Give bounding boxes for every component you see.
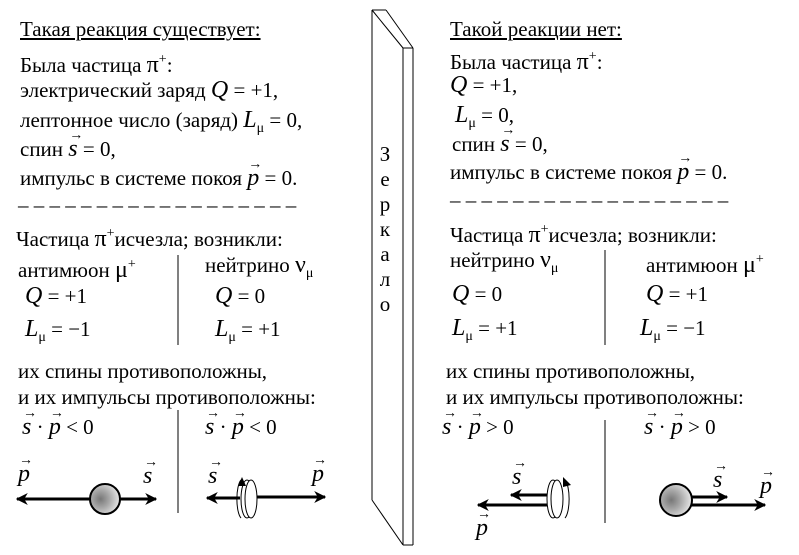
text-segment: < 0: [60, 415, 94, 439]
text-segment: = 0: [469, 282, 503, 306]
text-segment: и их импульсы противоположны:: [446, 385, 744, 409]
text-segment: = +1: [42, 284, 88, 308]
mirror-letter: к: [379, 217, 391, 241]
math-segment: μ: [742, 252, 756, 278]
text-segment: ·: [451, 415, 469, 439]
math-segment: → s: [442, 415, 451, 439]
text-segment: = +1,: [467, 73, 518, 97]
text-segment: = 0: [232, 284, 266, 308]
math-segment: L: [640, 315, 654, 341]
p-vector-label: → p: [18, 462, 30, 486]
math-segment: μ: [305, 266, 314, 281]
p-vector-label: → p: [760, 474, 772, 498]
text-segment: их спины противоположны,: [446, 359, 696, 383]
text-segment: нейтрино: [450, 248, 540, 272]
text-segment: = +1: [472, 316, 518, 340]
p-label: [312, 462, 324, 486]
text-segment: – – – – – – – – – – – – – – – – – –: [18, 193, 297, 217]
text-segment: Была частица: [20, 53, 147, 77]
s-vector-label: → s: [208, 464, 217, 488]
text-segment: = 0.: [259, 166, 298, 190]
math-segment: μ: [256, 121, 265, 136]
math-segment: → p: [232, 415, 244, 439]
text-segment: антимюон: [646, 253, 743, 277]
text-segment: = +1: [235, 317, 281, 341]
math-segment: ν: [539, 247, 551, 273]
mirror-letter: З: [379, 142, 391, 166]
text-segment: = 0,: [509, 132, 548, 156]
text-segment: > 0: [480, 415, 514, 439]
text-segment: = −1: [45, 317, 91, 341]
math-segment: π: [528, 222, 541, 248]
s-label: [143, 464, 152, 488]
s-label: [713, 468, 722, 492]
text-segment: :: [596, 50, 603, 74]
math-segment: → s: [22, 415, 31, 439]
math-segment: μ: [468, 116, 476, 131]
mirror-letter: р: [379, 192, 391, 216]
text-segment: = +1,: [228, 78, 279, 102]
math-segment: Q: [215, 283, 233, 309]
text-segment: антимюон: [18, 258, 115, 282]
math-segment: +: [127, 257, 136, 272]
math-segment: Q: [450, 72, 468, 98]
math-segment: +: [588, 49, 597, 64]
math-segment: → p: [469, 415, 481, 439]
antimuon-ball: [90, 484, 120, 514]
text-segment: Такой реакции нет:: [450, 17, 622, 41]
text-segment: – – – – – – – – – – – – – – – – – –: [450, 188, 729, 212]
math-segment: π: [576, 49, 589, 75]
math-segment: +: [106, 226, 115, 241]
math-segment: L: [455, 102, 469, 128]
math-segment: Q: [210, 77, 229, 103]
text-segment: ·: [31, 415, 49, 439]
math-segment: μ: [465, 329, 473, 344]
text-segment: < 0: [243, 415, 277, 439]
text-segment: импульс в системе покоя: [450, 160, 678, 184]
text-segment: Была частица: [450, 50, 577, 74]
math-segment: L: [215, 316, 229, 342]
math-segment: → p: [49, 415, 61, 439]
text-segment: = 0,: [264, 108, 303, 132]
math-segment: → p: [671, 415, 683, 439]
s-label: [208, 464, 217, 488]
rotation-arrow-icon: [563, 477, 571, 487]
math-segment: μ: [653, 329, 661, 344]
math-segment: μ: [550, 261, 559, 276]
math-segment: π: [94, 226, 107, 252]
math-segment: μ: [228, 330, 236, 345]
s-vector-label: → s: [713, 468, 722, 492]
text-segment: нейтрино: [205, 253, 295, 277]
p-label: [18, 462, 30, 486]
p-label: [476, 516, 488, 540]
math-segment: L: [25, 316, 39, 342]
math-segment: L: [452, 315, 466, 341]
p-label: [760, 474, 772, 498]
text-segment: > 0: [682, 415, 716, 439]
mirror: [372, 10, 413, 545]
text-segment: = −1: [660, 316, 706, 340]
s-vector-label: → s: [143, 464, 152, 488]
text-segment: лептонное число (заряд): [20, 108, 244, 132]
math-segment: +: [755, 252, 764, 267]
text-segment: Частица: [450, 223, 529, 247]
mirror-letter: а: [380, 242, 390, 266]
math-segment: +: [540, 222, 549, 237]
text-segment: ·: [214, 415, 232, 439]
antimuon-ball: [660, 484, 692, 516]
s-vector-label: → s: [512, 465, 521, 489]
mirror-letter: е: [380, 167, 390, 191]
p-vector-label: → p: [312, 462, 324, 486]
math-segment: Q: [25, 283, 43, 309]
math-segment: μ: [114, 257, 128, 283]
math-segment: → s: [205, 415, 214, 439]
text-segment: спин: [20, 137, 69, 161]
text-segment: = 0,: [77, 137, 116, 161]
text-segment: исчезла; возникли:: [548, 223, 717, 247]
math-segment: +: [158, 52, 167, 67]
p-vector-label: → p: [476, 516, 488, 540]
math-segment: → p: [247, 166, 259, 190]
mirror-letter: л: [379, 267, 391, 291]
math-segment: → s: [68, 137, 77, 161]
text-segment: и их импульсы противоположны:: [18, 385, 316, 409]
math-segment: ν: [294, 252, 306, 278]
text-segment: = 0.: [689, 160, 728, 184]
math-segment: → s: [500, 132, 509, 156]
math-segment: L: [243, 107, 257, 133]
text-segment: Частица: [16, 227, 95, 251]
math-segment: π: [146, 52, 159, 78]
text-segment: = +1: [663, 282, 709, 306]
math-segment: Q: [452, 281, 470, 307]
text-segment: ·: [653, 415, 671, 439]
text-segment: = 0,: [475, 103, 514, 127]
text-segment: :: [166, 53, 173, 77]
math-segment: Q: [646, 281, 664, 307]
math-segment: → p: [677, 160, 689, 184]
math-segment: μ: [38, 330, 46, 345]
text-segment: импульс в системе покоя: [20, 166, 248, 190]
text-segment: их спины противоположны,: [18, 359, 268, 383]
s-label: [512, 465, 521, 489]
text-segment: спин: [452, 132, 501, 156]
mirror-letter: о: [379, 292, 391, 316]
text-segment: Такая реакция существует:: [20, 17, 261, 41]
text-segment: исчезла; возникли:: [114, 227, 283, 251]
text-segment: электрический заряд: [20, 78, 211, 102]
math-segment: → s: [644, 415, 653, 439]
